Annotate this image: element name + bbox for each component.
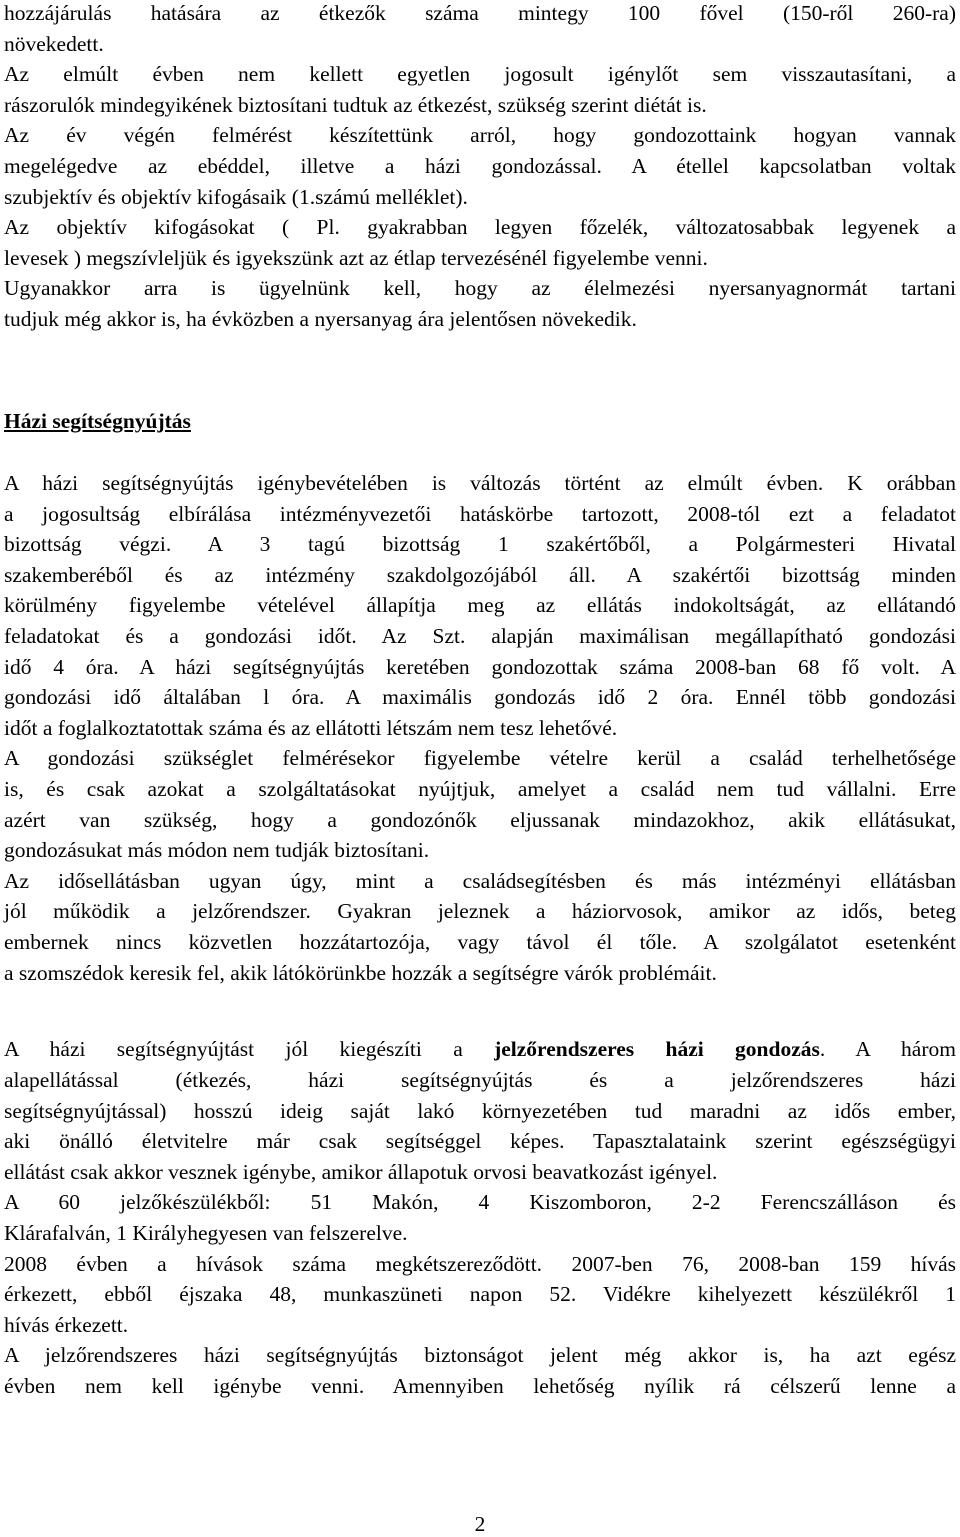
paragraph-line: A gondozási szükséglet felmérésekor figyelembe vételre kerül a család terhelhetősége: [4, 746, 956, 771]
paragraph-line: [4, 1034, 956, 1064]
paragraph-line: a jogosultság elbírálása intézményvezetői hatáskörbe tartozott, 2008-tól ezt a feladatot: [4, 501, 956, 526]
paragraph-line: idő 4 óra. A házi segítségnyújtás keretében gondozottak száma 2008-ban 68 fő volt. A: [4, 654, 956, 679]
paragraph-line: növekedett.: [4, 31, 104, 56]
paragraph-line: gondozási idő általában l óra. A maximális gondozás idő 2 óra. Ennél több gondozási: [4, 685, 956, 710]
paragraph-line: érkezett, ebből éjszaka 48, munkaszüneti napon 52. Vidékre kihelyezett készülékről 1: [4, 1282, 956, 1307]
paragraph-line: alapellátással (étkezés, házi segítségnyújtás és a jelzőrendszeres házi: [4, 1068, 956, 1092]
paragraph-line: A jelzőrendszeres házi segítségnyújtás biztonságot jelent még akkor is, ha azt egész: [4, 1343, 956, 1368]
paragraph-line: megelégedve az ebéddel, illetve a házi gondozással. A étellel kapcsolatban voltak: [4, 154, 956, 178]
paragraph-line: A házi segítségnyújtás igénybevételében is változás történt az elmúlt évben. K orábban: [4, 471, 956, 495]
paragraph-line: rászorulók mindegyikének biztosítani tudtuk az étkezést, szükség szerint diétát is.: [4, 92, 707, 117]
paragraph-line: Az elmúlt évben nem kellett egyetlen jogosult igénylőt sem visszautasítani, a: [4, 62, 956, 87]
paragraph-line: Ugyanakkor arra is ügyelnünk kell, hogy az élelmezési nyersanyagnormát tartani: [4, 276, 956, 301]
paragraph-line: tudjuk még akkor is, ha évközben a nyersanyag ára jelentősen növekedik.: [4, 307, 637, 331]
text-span: A házi segítségnyújtást jól kiegészíti a: [4, 1037, 495, 1061]
paragraph-line: levesek ) megszívleljük és igyekszünk azt az étlap tervezésénél figyelembe venni.: [4, 245, 708, 270]
text-span: . A három: [819, 1037, 956, 1061]
paragraph-line: aki önálló életvitelre már csak segítséggel képes. Tapasztalataink szerint egészségügyi: [4, 1129, 956, 1154]
paragraph-line: gondozásukat más módon nem tudják biztosítani.: [4, 838, 430, 863]
paragraph-line: hozzájárulás hatására az étkezők száma mintegy 100 fővel (150-ről 260-ra): [4, 1, 956, 25]
paragraph-line: jól működik a jelzőrendszer. Gyakran jeleznek a háziorvosok, amikor az idős, beteg: [4, 899, 956, 924]
bold-term: jelzőrendszeres házi gondozás: [494, 1037, 820, 1061]
paragraph-line: Az év végén felmérést készítettünk arról, hogy gondozottaink hogyan vannak: [4, 123, 956, 148]
paragraph-line: is, és csak azokat a szolgáltatásokat nyújtjuk, amelyet a család nem tud vállalni. Erre: [4, 777, 956, 801]
paragraph-line: a szomszédok keresik fel, akik látókörünkbe hozzák a segítségre várók problémáit.: [4, 960, 717, 985]
paragraph-line: A 60 jelzőkészülékből: 51 Makón, 4 Kiszomboron, 2-2 Ferencszálláson és: [4, 1190, 956, 1215]
section-heading: Házi segítségnyújtás: [4, 409, 191, 433]
paragraph-line: segítségnyújtással) hosszú ideig saját lakó környezetében tud maradni az idős ember,: [4, 1098, 956, 1123]
paragraph-line: Az idősellátásban ugyan úgy, mint a családsegítésben és más intézményi ellátásban: [4, 868, 956, 893]
paragraph-line: évben nem kell igénybe venni. Amennyiben lehetőség nyílik rá célszerű lenne a: [4, 1374, 956, 1398]
paragraph-line: szakemberéből és az intézmény szakdolgozójából áll. A szakértői bizottság minden: [4, 562, 956, 587]
paragraph-line: időt a foglalkoztatottak száma és az ellátotti létszám nem tesz lehetővé.: [4, 715, 618, 740]
paragraph-line: embernek nincs közvetlen hozzátartozója, vagy távol él tőle. A szolgálatot esetenként: [4, 930, 956, 954]
paragraph-line: 2008 évben a hívások száma megkétszereződött. 2007-ben 76, 2008-ban 159 hívás: [4, 1251, 956, 1276]
paragraph-line: Klárafalván, 1 Királyhegyesen van felszerelve.: [4, 1221, 408, 1245]
paragraph-line: bizottság végzi. A 3 tagú bizottság 1 szakértőből, a Polgármesteri Hivatal: [4, 532, 956, 557]
paragraph-line: azért van szükség, hogy a gondozónők eljussanak mindazokhoz, akik ellátásukat,: [4, 807, 956, 832]
paragraph-line: szubjektív és objektív kifogásaik (1.számú melléklet).: [4, 184, 468, 209]
paragraph-line: ellátást csak akkor vesznek igénybe, amikor állapotuk orvosi beavatkozást igényel.: [4, 1159, 718, 1184]
page-number: 2: [474, 1512, 486, 1536]
paragraph-line: Az objektív kifogásokat ( Pl. gyakrabban legyen főzelék, változatosabbak legyenek a: [4, 215, 956, 240]
paragraph-line: feladatokat és a gondozási időt. Az Szt. alapján maximálisan megállapítható gondozási: [4, 624, 956, 648]
paragraph-line: hívás érkezett.: [4, 1312, 129, 1337]
paragraph-line: körülmény figyelembe vételével állapítja meg az ellátás indokoltságát, az ellátandó: [4, 593, 956, 618]
